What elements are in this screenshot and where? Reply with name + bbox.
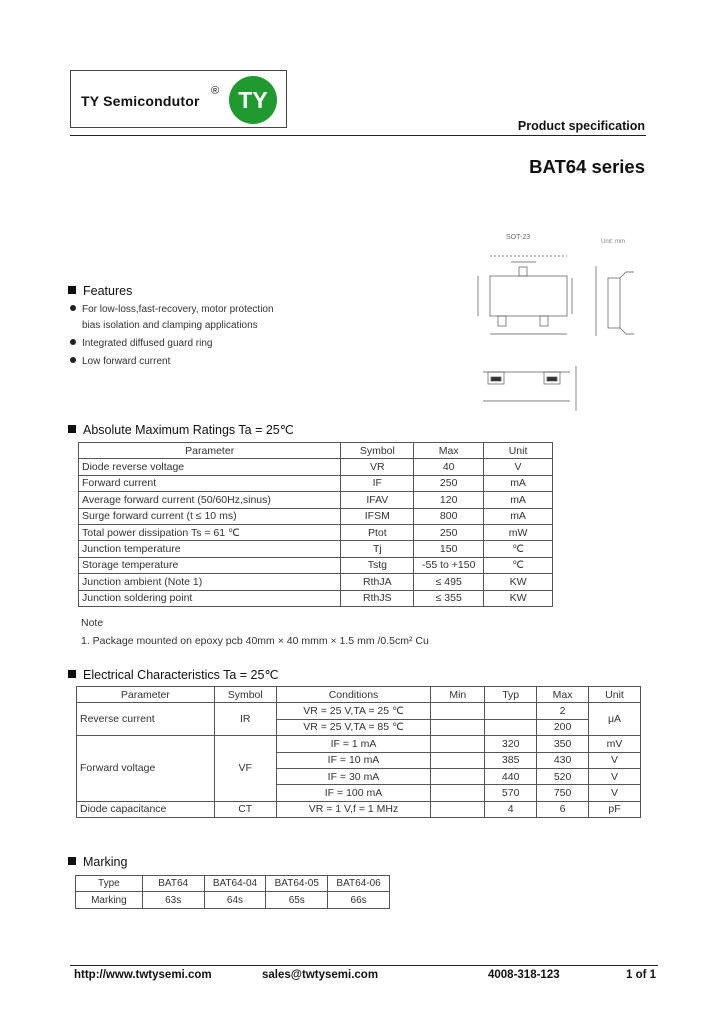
min-cell — [431, 719, 485, 735]
symbol-cell: IR — [214, 703, 276, 736]
marking-cell: Marking — [76, 892, 143, 908]
feature-item: For low-loss,fast-recovery, motor protection — [70, 304, 274, 315]
symbol-cell: VR — [341, 459, 414, 475]
typ-cell: 570 — [485, 785, 537, 801]
param-cell: Junction ambient (Note 1) — [79, 574, 341, 590]
symbol-cell: IFAV — [341, 492, 414, 508]
marking-cell: 66s — [328, 892, 390, 908]
max-cell: -55 to +150 — [414, 557, 484, 573]
max-cell: 200 — [537, 719, 589, 735]
param-cell: Junction soldering point — [79, 590, 341, 606]
param-cell: Reverse current — [77, 703, 215, 736]
min-cell — [431, 752, 485, 768]
symbol-cell: CT — [214, 801, 276, 817]
param-cell: Surge forward current (t ≤ 10 ms) — [79, 508, 341, 524]
bullet-icon — [70, 339, 76, 345]
unit-cell: mA — [484, 492, 553, 508]
symbol-cell: Tstg — [341, 557, 414, 573]
marking-cell: 64s — [204, 892, 266, 908]
table-row — [79, 508, 553, 524]
elec-heading: Electrical Characteristics Ta = 25℃ — [68, 667, 278, 682]
cond-cell: VR = 25 V,TA = 25 ℃ — [276, 703, 431, 719]
param-cell: Diode reverse voltage — [79, 459, 341, 475]
unit-cell: mV — [589, 736, 641, 752]
table-row — [79, 524, 553, 540]
max-cell: 430 — [537, 752, 589, 768]
page-title: BAT64 series — [529, 156, 645, 177]
unit-cell: ℃ — [484, 541, 553, 557]
param-cell: Junction temperature — [79, 541, 341, 557]
table-row — [79, 475, 553, 491]
feature-item-cont: bias isolation and clamping applications — [82, 320, 258, 331]
table-row — [79, 541, 553, 557]
unit-cell: ℃ — [484, 557, 553, 573]
section-bullet-icon — [68, 670, 76, 678]
cond-cell: IF = 10 mA — [276, 752, 431, 768]
footer-divider — [70, 965, 658, 966]
section-bullet-icon — [68, 857, 76, 865]
col-header: Max — [537, 687, 589, 703]
unit-cell: mA — [484, 475, 553, 491]
unit-cell: KW — [484, 574, 553, 590]
table-row — [79, 492, 553, 508]
col-header: Conditions — [276, 687, 431, 703]
max-cell: 520 — [537, 768, 589, 784]
footer-phone: 4008-318-123 — [488, 969, 560, 981]
unit-label: Unit: mm — [601, 239, 625, 245]
features-heading: Features — [68, 284, 132, 298]
table-row — [76, 892, 390, 908]
col-header: Typ — [485, 687, 537, 703]
max-cell: 2 — [537, 703, 589, 719]
footer-email[interactable]: sales@twtysemi.com — [262, 969, 379, 981]
min-cell — [431, 703, 485, 719]
bullet-icon — [70, 305, 76, 311]
col-header: Unit — [484, 443, 553, 459]
min-cell — [431, 736, 485, 752]
section-bullet-icon — [68, 286, 76, 294]
max-cell: 250 — [414, 524, 484, 540]
max-cell: 250 — [414, 475, 484, 491]
symbol-cell: Ptot — [341, 524, 414, 540]
marking-cell: BAT64-06 — [328, 876, 390, 892]
feature-item: Low forward current — [70, 356, 170, 367]
min-cell — [431, 768, 485, 784]
unit-cell: V — [589, 752, 641, 768]
table-row — [79, 459, 553, 475]
unit-cell: pF — [589, 801, 641, 817]
unit-cell: KW — [484, 590, 553, 606]
col-header: Unit — [589, 687, 641, 703]
param-cell: Diode capacitance — [77, 801, 215, 817]
footer-url[interactable]: http://www.twtysemi.com — [74, 969, 212, 981]
cond-cell: VR = 1 V,f = 1 MHz — [276, 801, 431, 817]
unit-cell: μA — [589, 703, 641, 736]
table-row — [77, 703, 641, 719]
param-cell: Total power dissipation Ts = 61 ℃ — [79, 524, 341, 540]
symbol-cell: IFSM — [341, 508, 414, 524]
table-row — [79, 557, 553, 573]
table-row — [76, 876, 390, 892]
col-header: Parameter — [77, 687, 215, 703]
ty-logo-icon: TY — [229, 76, 277, 124]
col-header: Parameter — [79, 443, 341, 459]
footer-page: 1 of 1 — [626, 969, 657, 981]
symbol-cell: VF — [214, 736, 276, 802]
max-cell: 120 — [414, 492, 484, 508]
max-cell: ≤ 495 — [414, 574, 484, 590]
col-header: Min — [431, 687, 485, 703]
marking-cell: Type — [76, 876, 143, 892]
cond-cell: IF = 30 mA — [276, 768, 431, 784]
max-cell: 40 — [414, 459, 484, 475]
section-bullet-icon — [68, 425, 76, 433]
typ-cell — [485, 719, 537, 735]
col-header: Symbol — [214, 687, 276, 703]
max-cell: ≤ 355 — [414, 590, 484, 606]
note-label: Note — [81, 617, 104, 629]
elec-char-table — [76, 686, 641, 818]
min-cell — [431, 785, 485, 801]
registered-mark: ® — [211, 85, 220, 97]
marking-cell: 63s — [142, 892, 204, 908]
unit-cell: V — [589, 768, 641, 784]
marking-heading: Marking — [68, 855, 127, 869]
cond-cell: IF = 1 mA — [276, 736, 431, 752]
unit-cell: V — [589, 785, 641, 801]
table-header-row — [77, 687, 641, 703]
abs-max-table — [78, 442, 553, 607]
max-cell: 350 — [537, 736, 589, 752]
table-row — [79, 590, 553, 606]
max-cell: 150 — [414, 541, 484, 557]
cond-cell: IF = 100 mA — [276, 785, 431, 801]
param-cell: Forward current — [79, 475, 341, 491]
marking-cell: BAT64-04 — [204, 876, 266, 892]
table-header-row — [79, 443, 553, 459]
unit-cell: mW — [484, 524, 553, 540]
cond-cell: VR = 25 V,TA = 85 ℃ — [276, 719, 431, 735]
marking-cell: 65s — [266, 892, 328, 908]
company-logo — [70, 70, 287, 128]
table-row — [79, 574, 553, 590]
col-header: Max — [414, 443, 484, 459]
typ-cell: 440 — [485, 768, 537, 784]
package-name: SOT-23 — [506, 234, 531, 241]
symbol-cell: RthJS — [341, 590, 414, 606]
symbol-cell: Tj — [341, 541, 414, 557]
marking-table — [75, 875, 390, 909]
col-header: Symbol — [341, 443, 414, 459]
typ-cell: 385 — [485, 752, 537, 768]
max-cell: 800 — [414, 508, 484, 524]
table-row — [77, 736, 641, 752]
sot23-package-drawing — [468, 226, 646, 420]
typ-cell: 4 — [485, 801, 537, 817]
param-cell: Average forward current (50/60Hz,sinus) — [79, 492, 341, 508]
max-cell: 750 — [537, 785, 589, 801]
param-cell: Storage temperature — [79, 557, 341, 573]
abs-max-heading: Absolute Maximum Ratings Ta = 25℃ — [68, 422, 294, 437]
table-row — [77, 801, 641, 817]
min-cell — [431, 801, 485, 817]
unit-cell: V — [484, 459, 553, 475]
header-divider — [70, 135, 646, 136]
feature-item: Integrated diffused guard ring — [70, 338, 212, 349]
max-cell: 6 — [537, 801, 589, 817]
typ-cell: 320 — [485, 736, 537, 752]
marking-cell: BAT64-05 — [266, 876, 328, 892]
symbol-cell: RthJA — [341, 574, 414, 590]
doc-type: Product specification — [517, 119, 645, 133]
unit-cell: mA — [484, 508, 553, 524]
company-name: TY Semicondutor — [81, 93, 200, 109]
marking-cell: BAT64 — [142, 876, 204, 892]
typ-cell — [485, 703, 537, 719]
bullet-icon — [70, 357, 76, 363]
symbol-cell: IF — [341, 475, 414, 491]
note-text: 1. Package mounted on epoxy pcb 40mm × 40 mmm × 1.5 mm /0.5cm² Cu — [81, 635, 429, 647]
param-cell: Forward voltage — [77, 736, 215, 802]
